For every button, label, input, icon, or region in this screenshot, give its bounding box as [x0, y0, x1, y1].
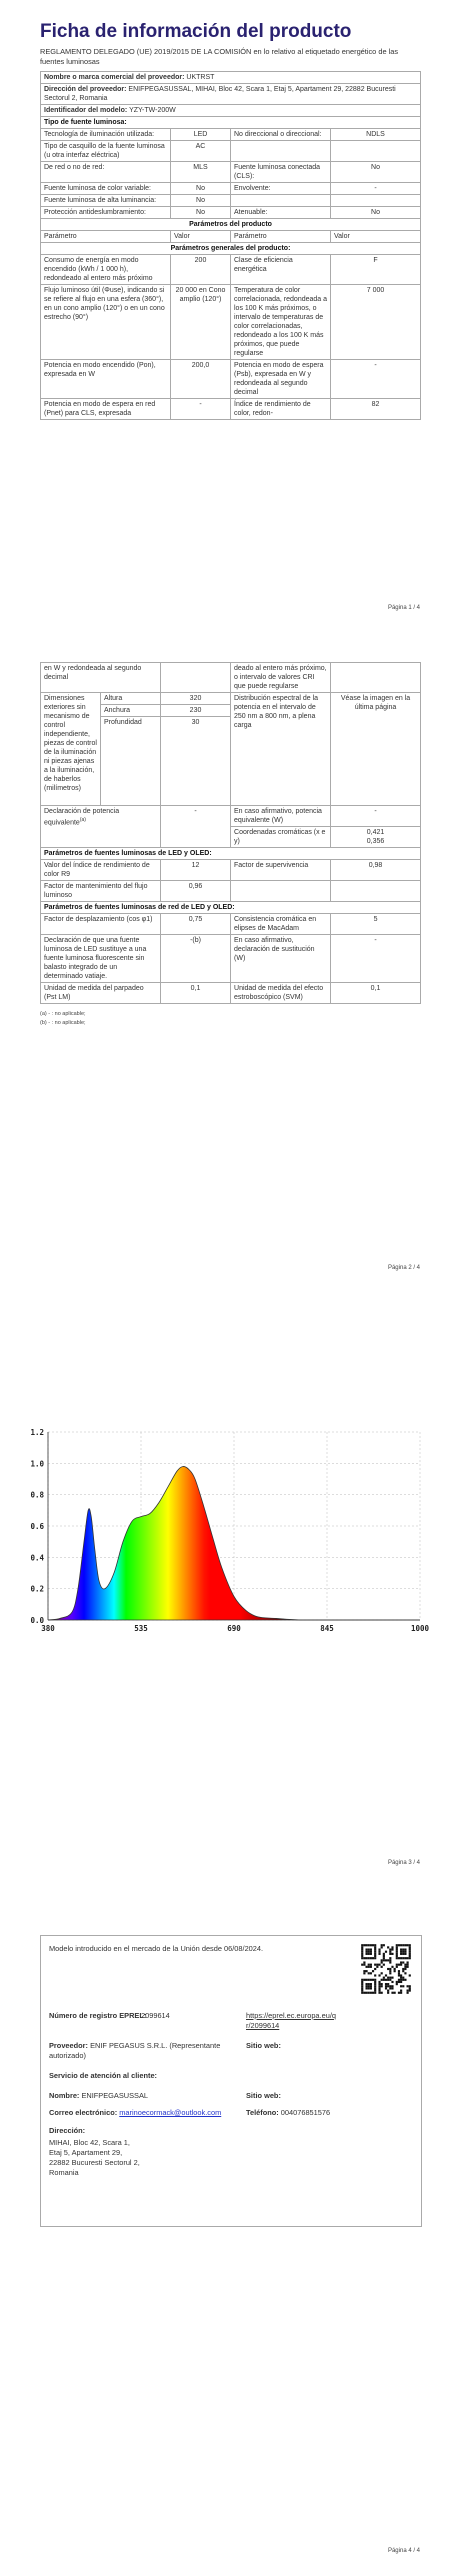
param-value: LED [171, 129, 231, 141]
general-rows [41, 255, 421, 420]
general-param-row [41, 399, 421, 420]
footnote-a: (a) - : no aplicable; [40, 1011, 86, 1017]
param-value: 0,98 [331, 860, 421, 881]
y-tick-label: 0.0 [30, 1616, 44, 1625]
param-value [331, 195, 421, 207]
param-value [331, 881, 421, 902]
led-param-row [41, 860, 421, 881]
model-label: Identificador del modelo: [44, 107, 128, 114]
x-tick-label: 1000 [410, 1624, 430, 1633]
param-label: De red o no de red: [41, 162, 171, 183]
param-label: Fuente luminosa de color variable: [41, 183, 171, 195]
col-param-2: Parámetro [231, 231, 331, 243]
param-label: Factor de desplazamiento (cos φ1) [41, 914, 161, 935]
supplier-address-label: Dirección del proveedor: [44, 86, 127, 93]
led-param-row [41, 881, 421, 902]
service-header: Servicio de atención al cliente: [49, 2071, 158, 2080]
param-label: Valor del índice de rendimiento de color R9 [41, 860, 161, 881]
type-row [41, 195, 421, 207]
eprel-link[interactable]: https://eprel.ec.europa.eu/qr/2099614 [246, 2011, 336, 2030]
param-label: Potencia en modo encendido (Pon), expresada en W [41, 360, 171, 399]
mains-rows [41, 914, 421, 1004]
dimension-value: 230 [161, 705, 231, 717]
continued-right-value [331, 663, 421, 693]
equivalent-value: - [161, 806, 231, 848]
model-row [41, 105, 421, 117]
dimension-name: Altura [101, 693, 161, 705]
email-link[interactable]: marinoecormack@outlook.com [119, 2108, 222, 2117]
spectrum-chart [20, 1420, 430, 1640]
type-row [41, 162, 421, 183]
general-param-row [41, 360, 421, 399]
service-website-label: Sitio web: [246, 2091, 281, 2100]
identification-table [40, 71, 421, 420]
email-label: Correo electrónico: [49, 2108, 118, 2117]
supplier-name-label: Nombre o marca comercial del proveedor: [44, 74, 185, 81]
continued-left-value [161, 663, 231, 693]
page-number-3: Página 3 / 4 [387, 1860, 420, 1866]
param-value [331, 141, 421, 162]
type-row [41, 141, 421, 162]
param-value: AC [171, 141, 231, 162]
address-line: MIHAI, Bloc 42, Scara 1, [49, 2138, 130, 2147]
param-label [231, 141, 331, 162]
spd-value: Véase la imagen en la última página [331, 693, 421, 806]
x-tick-label: 535 [134, 1624, 148, 1633]
page-number-2: Página 2 / 4 [387, 1265, 420, 1271]
col-param-1: Parámetro [41, 231, 171, 243]
type-header-row [41, 117, 421, 129]
param-value: 82 [331, 399, 421, 420]
param-label: Fuente luminosa de alta luminancia: [41, 195, 171, 207]
type-row [41, 183, 421, 195]
param-label: Envolvente: [231, 183, 331, 195]
param-value: F [331, 255, 421, 285]
type-rows [41, 129, 421, 219]
param-value: 200 [171, 255, 231, 285]
param-label: Declaración de que una fuente luminosa de LED sustituye a una fuente luminosa fluorescente sin balasto integrado de un determinado vatiaje. [41, 935, 161, 983]
spd-label: Distribución espectral de la potencia en el intervalo de 250 nm a 800 nm, a plena carga [231, 693, 331, 806]
param-value: -(b) [161, 935, 231, 983]
param-value: - [331, 183, 421, 195]
param-label: Flujo luminoso útil (Φuse), indicando si se refiere al flujo en una esfera (360°), en un cono amplio (120°) o en un cono estrecho (90°) [41, 285, 171, 360]
provider-value: ENIF PEGASUS S.R.L. (Representante autorizado) [49, 2041, 221, 2060]
service-name-value: ENIFPEGASUSSAL [81, 2091, 148, 2100]
page-2 [0, 660, 452, 1280]
supplier-name: UKTRST [186, 74, 215, 81]
parameters-table-continued [40, 662, 421, 1004]
coordinate-y: 0,356 [366, 838, 385, 845]
service-name-label: Nombre: [49, 2091, 80, 2100]
provider-website-label: Sitio web: [246, 2041, 281, 2050]
param-value: 12 [161, 860, 231, 881]
params-header: Parámetros del producto [41, 219, 421, 231]
regulation-text: REGLAMENTO DELEGADO (UE) 2019/2015 DE LA COMISIÓN en lo relativo al etiquetado energético de las fuentes luminosas [40, 47, 399, 66]
param-label: Índice de rendimiento de color, redon- [231, 399, 331, 420]
address-line: Etaj 5, Apartament 29, [49, 2148, 123, 2157]
led-header-row [41, 848, 421, 860]
supplier-name-row [41, 72, 421, 84]
mains-header: Parámetros de fuentes luminosas de red de LED y OLED: [41, 902, 421, 914]
param-value: 7 000 [331, 285, 421, 360]
x-tick-label: 690 [227, 1624, 241, 1633]
param-label: Unidad de medida del parpadeo (Pst LM) [41, 983, 161, 1004]
param-label: Factor de mantenimiento del flujo luminoso [41, 881, 161, 902]
general-param-row [41, 285, 421, 360]
coordinates-label: Coordenadas cromáticas (x e y) [231, 827, 331, 848]
param-label: Temperatura de color correlacionada, redondeada a los 100 K más próximos, o intervalo de temperaturas de color correlacionadas, redondeado a los 100 K más próximos, que puede regularse [231, 285, 331, 360]
page-number-4: Página 4 / 4 [387, 2548, 420, 2554]
continued-right: deado al entero más próximo, o intervalo de valores CRI que puede regularse [231, 663, 331, 693]
param-label: Clase de eficiencia energética [231, 255, 331, 285]
led-rows [41, 860, 421, 902]
param-value: No [331, 207, 421, 219]
page-1-content [40, 20, 420, 420]
page-1 [0, 0, 452, 620]
param-label: Unidad de medida del efecto estroboscópico (SVM) [231, 983, 331, 1004]
footnote-b: (b) - : no aplicable; [40, 1020, 86, 1026]
y-tick-label: 1.0 [30, 1459, 44, 1469]
general-header: Parámetros generales del producto: [41, 243, 421, 255]
general-param-row [41, 255, 421, 285]
param-value: NDLS [331, 129, 421, 141]
page-title: Ficha de información del producto [40, 21, 352, 42]
param-value: 200,0 [171, 360, 231, 399]
phone-label: Teléfono: [246, 2108, 279, 2117]
spectrum-chart-svg [20, 1420, 430, 1640]
param-value: 20 000 en Cono amplio (120°) [171, 285, 231, 360]
param-label: Factor de supervivencia [231, 860, 331, 881]
equivalent-row [41, 806, 421, 827]
mains-param-row [41, 935, 421, 983]
param-label: En caso afirmativo, declaración de sustitución (W) [231, 935, 331, 983]
param-value: No [331, 162, 421, 183]
param-label: Fuente luminosa conectada (CLS): [231, 162, 331, 183]
eprel-value: 2099614 [141, 2011, 170, 2020]
type-row [41, 129, 421, 141]
param-label: Protección antideslumbramiento: [41, 207, 171, 219]
param-value: No [171, 183, 231, 195]
param-value: - [331, 360, 421, 399]
qr-code-icon[interactable] [359, 1942, 413, 1996]
param-label: No direccional o direccional: [231, 129, 331, 141]
address-line: 22882 Bucuresti Sectorul 2, [49, 2158, 140, 2167]
param-label [231, 195, 331, 207]
column-header-row [41, 231, 421, 243]
param-label: Consistencia cromática en elipses de MacAdam [231, 914, 331, 935]
x-tick-label: 380 [41, 1624, 55, 1633]
param-label: Potencia en modo de espera en red (Pnet) para CLS, expresada [41, 399, 171, 420]
dimension-name: Anchura [101, 705, 161, 717]
param-value: - [331, 935, 421, 983]
type-row [41, 207, 421, 219]
equivalent-yes-label: En caso afirmativo, potencia equivalente (W) [231, 806, 331, 827]
coordinate-x: 0,421 [366, 829, 385, 836]
equivalent-label: Declaración de potencia equivalente [44, 808, 120, 827]
param-value: 0,1 [331, 983, 421, 1004]
col-value-2: Valor [331, 231, 421, 243]
dimensions-label: Dimensiones exteriores sin mecanismo de control independiente, piezas de control de la iluminación ni piezas ajenas a la iluminación, de haberlos (milímetros) [41, 693, 101, 806]
led-header: Parámetros de fuentes luminosas de LED y OLED: [41, 848, 421, 860]
eprel-label: Número de registro EPREL: [49, 2011, 147, 2020]
param-label: Consumo de energía en modo encendido (kWh / 1 000 h), redondeado al entero más próximo [41, 255, 171, 285]
params-header-row [41, 219, 421, 231]
y-tick-label: 0.2 [30, 1584, 44, 1594]
mains-param-row [41, 914, 421, 935]
dimensions-row-1 [41, 693, 421, 705]
param-label: Potencia en modo de espera (Psb), expresada en W y redondeada al segundo decimal [231, 360, 331, 399]
phone-value: 004076851576 [280, 2108, 331, 2117]
param-label: Tipo de casquillo de la fuente luminosa (u otra interfaz eléctrica) [41, 141, 171, 162]
equivalent-yes-value: - [331, 806, 421, 827]
y-tick-label: 1.2 [30, 1428, 44, 1437]
contact-info-box [40, 1935, 422, 2227]
param-label: Tecnología de iluminación utilizada: [41, 129, 171, 141]
type-header: Tipo de fuente luminosa: [41, 117, 421, 129]
y-tick-label: 0.8 [30, 1490, 44, 1500]
mains-header-row [41, 902, 421, 914]
page-number-1: Página 1 / 4 [387, 605, 420, 611]
param-value: 0,1 [161, 983, 231, 1004]
y-tick-label: 0.6 [30, 1522, 44, 1531]
param-value: 0,96 [161, 881, 231, 902]
col-value-1: Valor [171, 231, 231, 243]
continued-left: en W y redondeada al segundo decimal [41, 663, 161, 693]
mains-param-row [41, 983, 421, 1004]
dimension-name: Profundidad [101, 717, 161, 806]
param-value: 0,75 [161, 914, 231, 935]
provider-label: Proveedor: [49, 2041, 89, 2050]
supplier-address-row [41, 84, 421, 105]
address-line: Romania [49, 2168, 79, 2177]
param-value: - [171, 399, 231, 420]
continued-row [41, 663, 421, 693]
param-value: No [171, 207, 231, 219]
page-2-content [40, 662, 420, 1028]
general-header-row [41, 243, 421, 255]
address-label: Dirección: [49, 2126, 86, 2135]
market-intro: Modelo introducido en el mercado de la Unión desde 06/08/2024. [49, 1944, 264, 1953]
param-label [231, 881, 331, 902]
equivalent-footnote-ref: (a) [79, 817, 86, 823]
supplier-address: ENIFPEGASUSSAL, MIHAI, Bloc 42, Scara 1, Etaj 5, Apartament 29, 22882 Bucuresti Sectorul 2, Romania [44, 86, 396, 102]
param-value: No [171, 195, 231, 207]
dimension-value: 30 [161, 717, 231, 806]
dimension-value: 320 [161, 693, 231, 705]
y-tick-label: 0.4 [30, 1553, 44, 1563]
model-identifier: YZY-TW-200W [129, 107, 176, 114]
param-label: Atenuable: [231, 207, 331, 219]
param-value: 5 [331, 914, 421, 935]
x-tick-label: 845 [320, 1624, 334, 1633]
param-value: MLS [171, 162, 231, 183]
